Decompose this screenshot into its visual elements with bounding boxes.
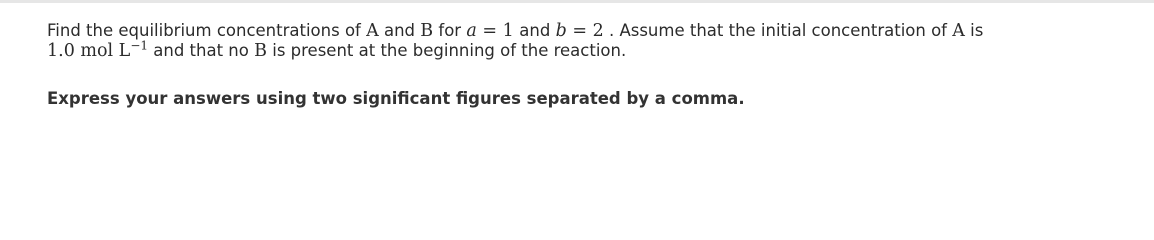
math-b: b <box>555 21 567 41</box>
math-concentration: 1.0 mol L <box>47 41 131 61</box>
math-B: B <box>420 21 434 41</box>
problem-text-3: for <box>433 21 467 40</box>
math-A-2: A <box>952 21 965 41</box>
top-divider <box>0 0 1154 3</box>
math-B-2: B <box>254 41 267 61</box>
problem-text-5: . Assume that the initial concentration of <box>603 21 953 40</box>
problem-text-8: is present at the beginning of the reaction. <box>266 41 627 60</box>
problem-text-7: and that no <box>148 41 255 60</box>
problem-statement <box>47 21 1142 61</box>
math-exponent: −1 <box>130 38 149 53</box>
math-a: a <box>466 21 477 41</box>
problem-text-4: and <box>519 21 556 40</box>
math-eq-1: = 1 <box>476 21 520 41</box>
answer-instruction: Express your answers using two significant figures separated by a comma. <box>47 89 745 108</box>
problem-text-1: Find the equilibrium concentrations of <box>47 21 367 40</box>
math-A: A <box>366 21 379 41</box>
problem-text-6: is <box>964 21 984 40</box>
problem-text-2: and <box>378 21 421 40</box>
math-eq-2: = 2 <box>566 21 604 41</box>
